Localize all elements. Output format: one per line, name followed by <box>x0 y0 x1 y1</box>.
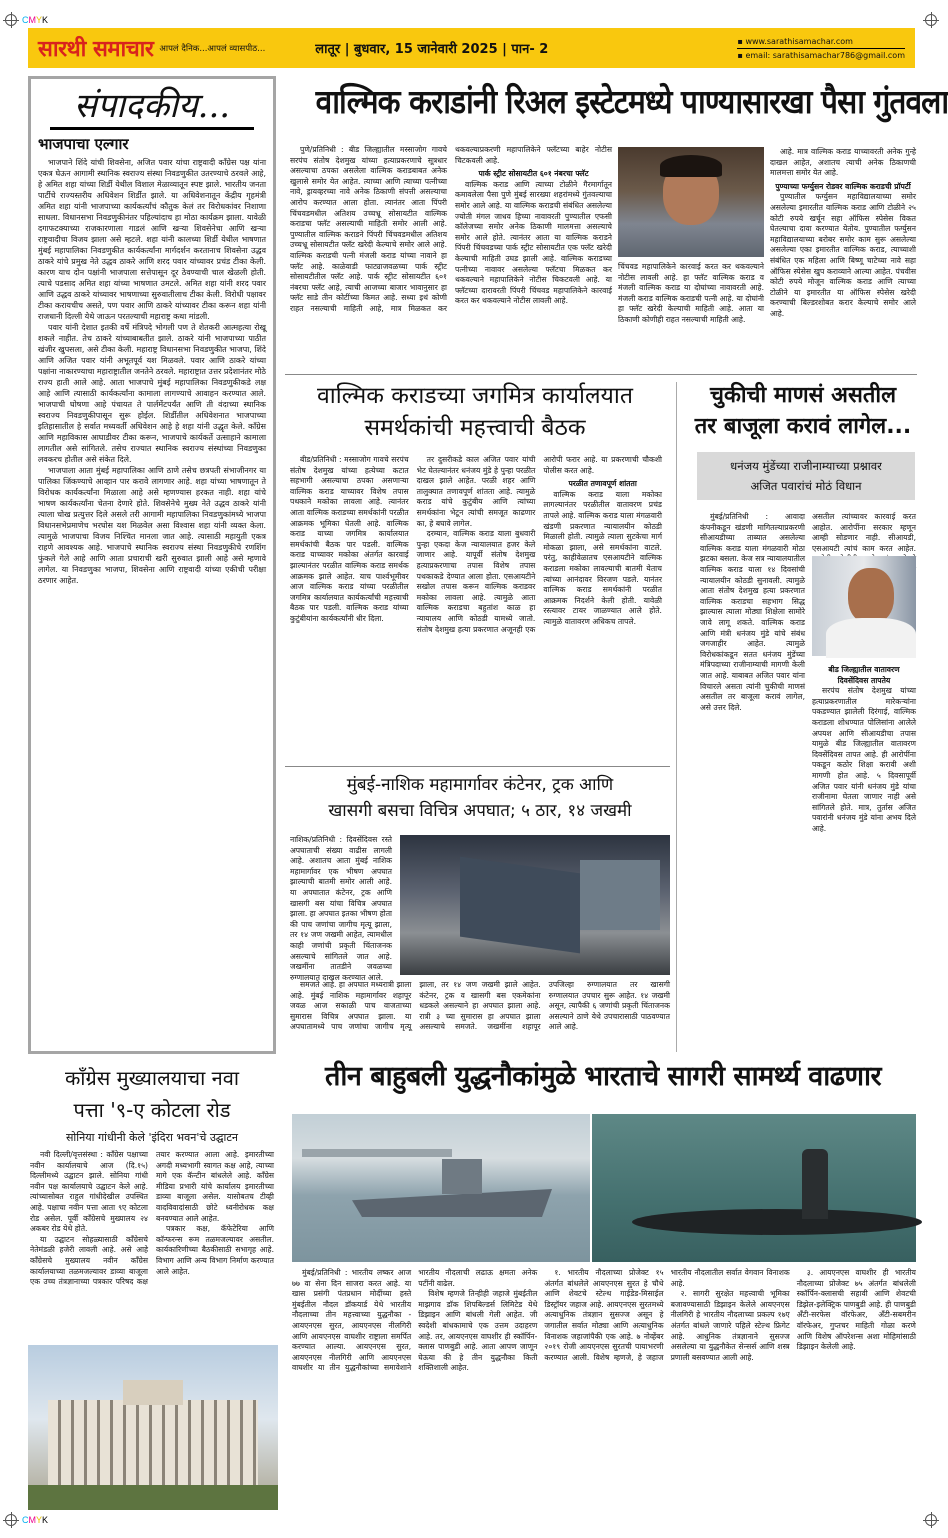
registration-mark-icon <box>925 14 937 26</box>
paragraph: पत्रकार कक्ष, कॅफेटेरिया आणि कॉन्फरन्स रूम तळमजल्यावर असतील. कार्यकारिणीच्या बैठकीसाठी सभागृह आहे. विभाग आणि अन्य विभाग निर्माण करण्यात आले आहेत. <box>156 1224 274 1276</box>
subhead: परळीत तणावपूर्ण शांतता <box>568 479 637 489</box>
paragraph: बीड/प्रतिनिधी : मस्साजोग गावचे सरपंच संतोष देशमुख यांच्या हत्येच्या कटात सहभागी असल्याचा ठपका असणाऱ्या वाल्मिक कराड याच्यावर विशेष तपास पथकाने मकोका लावला आहे. त्यानंतर आता वाल्मिक कराडच्या समर्थकांनी परळीत आक्रमक भूमिका घेतली आहे. वाल्मिक कराड याच्या जगमित्र कार्यालयात समर्थकांची बैठक पार पडली. वाल्मिक कराड याच्यावर मकोका अंतर्गत कारवाई झाल्यानंतर परळीत वाल्मिक कराड समर्थक आक्रमक झाले आहेत. याच पार्श्वभूमीवर आज वाल्मिक कराड यांच्या परळीतील जगमित्र कार्यालयात कार्यकर्त्यांची महत्त्वाची बैठक पार पडली. वाल्मिक कराड यांच्या कुटुंबीयांना कार्यकर्त्यांनी धीर दिला. <box>290 455 409 623</box>
paragraph: समजते आहे. हा अपघात मध्यरात्री झाला आहे. मुंबई नाशिक महामार्गावर शहापूर जवळ आज सकाळी पाच वाजताच्या सुमारास विचित्र अपघात झाला. या अपघातामध्ये पाच जणांचा जागीच मृत्यू झाला, तर १४ जण जखमी झाले आहेत. कंटेनर, ट्रक व खासगी बस एकमेकांना धडकले असल्याने हा अपघात झाला आहे. रात्री ३ च्या सुमारास हा अपघात झाला असल्याचे समजते. जखमींना शहापूर उपजिल्हा रुग्णालयात तर खासगी रुग्णालयात उपचार सुरू आहेत. १४ जखमी असून, त्यापैकी ६ जणांची प्रकृती चिंताजनक असल्याने ठाणे येथे उपचारासाठी पाठवण्यात आले आहे. <box>290 980 670 1032</box>
story-body <box>700 512 805 1052</box>
divider <box>285 374 917 375</box>
paragraph: पुण्यातील फर्ग्युसन महाविद्यालयाच्या समोर असलेल्या इमारतीत वाल्मिक कराड आणि टोळीने २५ कोटी रुपये खर्चून सहा ऑफिस स्पेसेस विकत घेतल्याचा दावा करण्यात येतोय. पुण्यातील फर्ग्युसन महाविद्यालयाच्या बरोबर समोर काम सुरू असलेल्या असलेल्या एका इमारतीत वाल्मिक कराड, त्याच्याशी संबंधित एक महिला आणि बिष्णू चाटेच्या नावे सहा ऑफिस स्पेसेस खुप कराव्याने आल्या आहेत. पंचवीस कोटी रुपये मोजून वाल्मिक कराड आणि त्याच्या टोळीने या इमारतीत या ऑफिस स्पेसेस खरेदी करण्याची बिल्डरशोबत करार केल्याचे समोर आले आहे. <box>770 192 916 318</box>
story-headline <box>285 380 665 450</box>
headline-line: वाल्मिक कराडच्या जगमित्र कार्यालयात <box>317 383 633 409</box>
cmyk-m: M <box>28 15 36 25</box>
paragraph: पुणे/प्रतिनिधी : बीड जिल्ह्यातील मस्साजोग गावचे सरपंच संतोष देशमुख यांच्या हत्याप्रकरणाचे सूत्रधार असल्याचा ठपका असलेला वाल्मिक कराडबाबत अनेक खुलासे समोर येत आहेत. त्याच्या आणि त्याच्या पत्नीच्या नावे, ड्रायव्हरच्या नावे अनेक ठिकाणी संपत्ती असल्याचा आरोप करण्यात आला होता. त्यानंतर आता पिंपरी चिंचवडमधील अतिशय उच्चभ्रू सोसायटीत वाल्मिक कराडचा फ्लॅट असल्याची माहिती समोर आली आहे. पुण्यातील वाल्मिक कराडने पिंपरी चिंचवडमधील अतिशय उच्चभ्रू सोसायटीत फ्लॅट खरेदी केल्याचे समोर आले आहे. वाल्मिक कराडची पत्नी मंजली कराड यांच्या नावाने हा फ्लॅट आहे. काळेवाडी फाट्याजवळच्या पार्क स्ट्रीट सोसायटीतील फ्लॅट आहे. पार्क स्ट्रीट सोसायटीत ६०१ नंबरचा फ्लॅट आहे, त्याची आजच्या बाजार भावानुसार हा फ्लॅट साडे तीन कोटींच्या किमत आहे. सध्या इथं कोणी राहत नसल्याची माहिती आहे, मात्र मिळकत कर थकवल्याप्रकरणी महापालिकेने फ्लॅटच्या बाहेर नोटीस चिटकवली आहे. <box>290 145 612 313</box>
bullet-icon: ▪ <box>737 36 746 46</box>
story-headline <box>690 380 916 446</box>
congress-hq-building-photo <box>28 1345 278 1510</box>
cmyk-y: Y <box>36 1515 43 1525</box>
headline-line: खासगी बसचा विचित्र अपघात; ५ ठार, १४ जखमी <box>328 801 632 821</box>
story-body <box>290 145 612 367</box>
cmyk-c: C <box>22 15 29 25</box>
registration-mark-icon <box>925 1514 937 1526</box>
paragraph: भाजपाने शिंदे यांची शिवसेना, अजित पवार यांचा राष्ट्रवादी काँग्रेस पक्ष यांना एकत्र घेऊन आगामी स्थानिक स्वराज्य संस्था निवडणुकीत उतरण्याचे ठरवले आहे, हे अमित शहा यांच्या शिर्डी येथील विशाल मेळाव्यातून स्पष्ट झाले. भारतीय जनता पार्टीचे राज्यस्तरीय अधिवेशन शिर्डीत झाले. या अधिवेशनातून केंद्रीय गृहमंत्री अमित शहा यांनी भाजपाच्या कार्यकर्त्यांचं कौतुक केलं तर विरोधकांवर निशाणा साधला. विधानसभा निवडणुकीनंतर पहिल्यांदाच हा मोठा कार्यक्रम झाला. यावेळी दगाफटक्याच्या राजकारणाला गाडलं आणि खऱ्या शिवसेनेचा आणि खऱ्या राष्ट्रवादीचा विजय झाला असे म्हटले. शहा यांनी कालच्या शिर्डी येथील भाषणात मुंबई महापालिका निवडणुकीत कार्यकर्त्यांना मार्गदर्शन करतानाच शिवसेना उद्धव ठाकरे यांचे प्रमुख नेते उद्धव ठाकरे आणि शरद पवार यांच्यावर प्रचंड टीका केली. कारण याच दोन पक्षांनी भाजपाला सत्तेपासून दूर ठेवण्याची चाल खेळली होती. त्याचे पडसाद अमित शहा यांच्या भाषणात उमटले. अमित शहा यांनी शरद पवार आणि उद्धव ठाकरे यांच्यावर भाषणाच्या सुरुवातीलाच टीका केली. विरोधी पक्षावर टीका करायचीच असते, पण पवार आणि ठाकरे यांच्यावर टीका करून शहा यांनी राजधानी दिल्ली येथे जाऊन परतल्याची महाराष्ट्र कथा मांडली. <box>38 158 266 321</box>
paragraph: नवी दिल्ली/वृत्तसंस्था : काँग्रेस पक्षाच्या नवीन कार्यालयाचे आज (दि.१५) दिल्लीमध्ये उद्घाटन झाले. सोनिया गांधी नवीन पक्ष कार्यालयाचे उद्घाटन केले आहे. त्यांच्यासोबत राहुल गांधीदेखील उपस्थित आहे. पक्षाचा नवीन पत्ता आता ९ए कोटला रोड असेल. पूर्वी काँग्रेसचे मुख्यालय २४ अकबर रोड येथे होते. <box>30 1150 148 1234</box>
story-lead: नाशिक/प्रतिनिधी : दिवसेंदिवस रस्ते अपघाताची संख्या वाढीस लागली आहे. अशातच आता मुंबई नाशिक महामार्गावर एक भीषण अपघात झाल्याची बातमी समोर आली आहे. या अपघातात कंटेनर, ट्रक आणि खासगी बस यांचा विचित्र अपघात झाला. हा अपघात इतका भीषण होता की पाच जणांचा जागीच मृत्यू झाला, तर १४ जण जखमी आहेत, त्यामधील काही जणांची प्रकृती चिंताजनक असल्याचे सांगितले जात आहे. जखमींना तातडीने जवळच्या रुग्णालयात दाखल करण्यात आले. <box>290 835 392 982</box>
dateline: लातूर | बुधवार, 15 जानेवारी 2025 | पान- 2 <box>315 42 549 57</box>
editorial-body <box>38 157 266 1037</box>
cmyk-k: K <box>42 1515 49 1525</box>
divider <box>285 766 670 767</box>
story-body <box>812 512 916 552</box>
editorial-section-title: संपादकीय... <box>50 85 254 130</box>
subhead: बीड जिल्ह्यातील वातावरण दिवसेंदिवस तापतेय <box>828 665 900 685</box>
paragraph: भाजपाला आता मुंबई महापालिका आणि ठाणे तसेच छत्रपती संभाजीनगर या पालिका जिंकण्याचे आव्हान पार करावे लागणार आहे. शहा यांच्या भाषणातून ते विरोधक कार्यकर्त्यांना मिळाला आहे असे म्हणण्यास हरकत नाही. शहा यांचे भाषण कार्यकर्त्यांना चेतना देणारे होते. शिवसेनेचे मुख्य नेते उद्धव ठाकरे यांनी त्याला चोख प्रत्युत्तर दिले असले तरी आगामी महापालिका निवडणुकांमध्ये भाजपा विधानसभेप्रमाणेच भरघोस यश मिळवेल असा विश्वास शहा यांनी व्यक्त केला. त्यामुळे भाजपाचा विजय निश्चित मानला जात आहे. त्यासाठी महायुती एकत्र राहणे आवश्यक आहे. भाजपाचे स्थानिक स्वराज्य संस्था निवडणुकीचे रणशिंग फुंकले गेले आहे आणि आता प्रचाराची खरी सुरुवात झाली आहे असे म्हणावे लागेल. या निवडणुका भाजपा, शिवसेना आणि राष्ट्रवादी यांच्या एकीची परीक्षा ठरणार आहेत. <box>38 466 266 585</box>
email-link[interactable]: email: sarathisamachar786@gmail.com <box>745 50 905 60</box>
paragraph: मुंबई/प्रतिनिधी : भारतीय लष्कर आज ७७ वा सेना दिन साजरा करत आहे. या खास प्रसंगी पंतप्रधान मोदींच्या हस्ते मुंबईतील नौदल डॉकयार्ड येथे भारतीय नौदलाच्या तीन महत्त्वाच्या युद्धनौका - आयएनएस सुरत, आयएनएस नीलगिरी आणि आयएनएस वाघशीर राष्ट्राला समर्पित करण्यात आल्या. आयएनएस सुरत, आयएनएस नीलगिरी आणि आयएनएस वाघशीर या तीन युद्धनौकांच्या समावेशाने भारतीय नौदलाची लढाऊ क्षमता अनेक पटींनी वाढेल. <box>292 1268 538 1373</box>
paragraph: असतील त्यांच्यावर कारवाई करत आहोत. आरोपींना सरकार म्हणून आम्ही सोडणार नाही. सीआयडी, एसआयटी त्यांचं काम करत आहेत. <box>812 512 916 553</box>
paragraph: १. भारतीय नौदलाच्या प्रोजेक्ट १५ अंतर्गत बांधलेले आयएनएस सुरत हे चौथे आणि शेवटचे स्टेल्थ गाईडेड-मिसाईल डिस्ट्रॉयर जहाज आहे. आयएनएस सुरतमध्ये अत्याधुनिक तंत्रज्ञान सुसज्ज असून हे जगातील सर्वात मोठ्या आणि अत्याधुनिक विनाशक जहाजांपैकी एक आहे. ७ नोव्हेंबर २०१९ रोजी आयएनएस सुरतची पायाभरणी करण्यात आली. विशेष म्हणजे, हे जहाज भारतीय नौदलातील सर्वात वेगवान विनाशक आहे. <box>544 1268 790 1362</box>
story-body-right <box>770 147 916 367</box>
story-subheadline: सोनिया गांधीनी केले 'इंदिरा भवन'चे उद्घाटन <box>65 1131 239 1144</box>
subheadline-line: अजित पवारांचं मोठं विधान <box>750 479 862 493</box>
contact-links <box>737 35 905 62</box>
story-subheadline-box <box>28 1130 276 1146</box>
paragraph: ३. आयएनएस वाघशीर ही भारतीय नौदलाच्या प्रोजेक्ट ७५ अंतर्गत बांधलेली स्कॉर्पिन-क्लासची सहावी आणि शेवटची डिझेल-इलेक्ट्रिक पाणबुडी आहे. ही पाणबुडी अँटी-सरफेस वॉरफेअर, अँटी-सबमरीन वॉरफेअर, गुप्तचर माहिती गोळा करणे आणि विशेष ऑपरेशन्स अशा मोहिमांसाठी डिझाइन केलेली आहे. <box>796 1268 916 1352</box>
headline-line: समर्थकांची महत्त्वाची बैठक <box>364 415 586 441</box>
story-subheadline <box>697 452 915 500</box>
editorial-column <box>28 76 276 1054</box>
story-headline: तीन बाहुबली युद्धनौकांमुळे भारताचे सागरी सामर्थ्य वाढणार <box>324 1061 882 1092</box>
paragraph: वाल्मिक कराड आणि त्याच्या टोळीने गैरमार्गातून कमावलेला पैसा पुणे मुंबई सारख्या शहरांमध्ये गुंतवल्याचा समोर आले आहे. या वाल्मिक कराडची संबंधित असलेल्या ज्योती मंगल जाधव हिच्या नावावरती पुण्यातील एफसी कॉलेजच्या समोर अनेक ठिकाणी मालमत्ता असल्याचे समोर आले होते. त्यानंतर आता या वाल्मिक कराडने पिंपरी चिंचवडच्या पार्क स्ट्रीट सोसायटीत एक फ्लॅट खरेदी केल्याची माहिती उघड झाली आहे. वाल्मिक कराडच्या पत्नीच्या नावावर असलेल्या फ्लॅटचा मिळकत कर थकवल्याने महापालिकेने नोटीस चिकटवली आहे. या फ्लॅटच्या दारावरती पिंपरी चिंचवड महापालिकेने कारवाई करत कर थकवल्याने नोटीस लावली आहे. <box>455 179 612 306</box>
paragraph: २. सागरी सुरक्षेत महत्त्वाची भूमिका बजावण्यासाठी डिझाइन केलेले आयएनएस नीलगिरी हे भारतीय नौदलाच्या प्रकल्प १७ए अंतर्गत बांधले जाणारे पहिले स्टेल्थ फ्रिगेट आहे. आधुनिक तंत्रज्ञानाने सुसज्ज असलेल्या या युद्धनौकेत सेन्सर्स आणि शस्त्र प्रणाली बसवण्यात आली आहे. <box>670 1289 790 1362</box>
divider <box>676 382 677 1052</box>
story-body <box>30 1150 274 1340</box>
submarine-photo <box>592 1114 916 1262</box>
lead-headline: वाल्मिक कराडांनी रिअल इस्टेटमध्ये पाण्यासारखा पैसा गुंतवला <box>315 82 948 121</box>
cmyk-y: Y <box>36 15 43 25</box>
headline-line: मुंबई-नाशिक महामार्गावर कंटेनर, ट्रक आणि <box>346 775 614 795</box>
subheadline-line: धनंजय मुंडेंच्या राजीनाम्याच्या प्रश्नावर <box>730 459 882 473</box>
masthead <box>28 28 915 68</box>
paragraph: सरपंच संतोष देशमुख यांच्या हत्याप्रकरणातील मारेकऱ्यांना पकडण्यात झालेली दिरंगाई, वाल्मिक कराडला शोधण्यात पोलिसांना आलेले अपयश आणि सीआयडीचा तपास यामुळे बीड जिल्ह्यातील वातावरण दिवसेंदिवस तापत आहे. ही आरोपींना पकडून कठोर शिक्षा करावी अशी मागणी होत आहे. ५ दिवसापूर्वी अजित पवार यांनी धनंजय मुंडे यांचा राजीनामा घेतला जाणार नाही असे सांगितले होते. मात्र, तुर्तास अजित पवारांनी धनंजय मुंडे यांना अभय दिले आहे. <box>812 686 916 833</box>
paragraph: विशेष म्हणजे तिन्हीही जहाजे मुंबईतील माझगाव डॉक शिपबिल्डर्स लिमिटेड येथे डिझाइन आणि बांधली गेली आहेत. जी स्वदेशी बांधकामाचे एक उत्तम उदाहरण आहे. तर, आयएनएस वाघशीर ही स्कॉर्पिन-क्लास पाणबुडी आहे. आता आपण जाणून घेऊया की हे तीन युद्धनौका किती शक्तिशाली आहेत. <box>418 1289 538 1373</box>
bullet-icon: ▪ <box>737 50 746 60</box>
paragraph: या उद्घाटन सोहळ्यासाठी काँग्रेसचे नेतेमंडळी हजेरी लावली आहे. असे आहे काँग्रेसचे मुख्यालय नवीन काँग्रेस कार्यालयाच्या तळमजल्यावर डाव्या बाजूला एक उच्च तंत्रज्ञानाच्या पत्रकार परिषद कक्ष तयार करण्यात आला आहे. इमारतीच्या अगदी मध्यभागी स्वागत कक्ष आहे, त्याच्या मागे एक कॅन्टीन बांधलेले आहे. काँग्रेस मीडिया प्रभारी यांचे कार्यालय इमारतीच्या डाव्या बाजूला असेल. यासोबतच टीव्ही वादविवादांसाठी छोटे ध्वनीरोधक कक्ष बनवण्यात आले आहेत. <box>30 1150 274 1287</box>
story-headline-box <box>288 1062 918 1110</box>
paragraph: पवार यांनी देशात इतकी वर्षे मंत्रिपदे भोगली पण ते शेतकरी आत्महत्या रोखू शकले नाहीत. तेच ठाकरे यांच्याबाबतीत झाले. ठाकरे यांनी भाजपाच्या पाठीत खंजीर खुपसला, असे टीका केली. महाराष्ट्र विधानसभा निवडणुकीत भाजपा, शिंदे आणि अजित पवार यांनी अभूतपूर्व यश मिळवले. पवार आणि ठाकरे यांच्या पक्षांना नाकारण्याचा महाराष्ट्रातील जनतेने ठरवले. महाराष्ट्रात उत्तर प्रदेशानंतर मोठे राज्य हाती आले आहे. आता भाजपाचे मुंबई महापालिका निवडणुकीकडे लक्ष आहे आणि त्यासाठी कार्यकर्त्यांना कामाला लागण्याचे आवाहन करण्यात आले. भाजपाची घोषणा आहे पंचायत ते पार्लमेंटपर्यंत आणि ती वंदाच्या स्थानिक स्वराज्य निवडणुकीपासून सुरू होईल. शिर्डीतील अधिवेशनात भाजपाच्या इतिहासातील हे सर्वात मध्यवर्ती अधिवेशन आहे हे शहा यांनी उद्धृत केले. काँग्रेस आणि महाविकास आघाडीवर टीका करून, भाजपाचे कार्यकर्ते उत्साहाने कामाला लागतील असे सांगितले. तसेच राज्यात स्थानिक स्वराज्य संस्थांच्या निवडणुका लवकरच होतील असे संकेत दिले. <box>38 323 266 464</box>
headline-line: चुकीची माणसं असतील <box>709 383 897 408</box>
story-headline <box>28 1062 276 1128</box>
story-headline <box>285 772 675 828</box>
cmyk-label <box>22 15 48 25</box>
headline-line: पत्ता '९-ए कोटला रोड <box>73 1098 231 1122</box>
accident-photo <box>400 835 670 975</box>
registration-mark-icon <box>5 1514 17 1526</box>
story-body <box>290 455 662 763</box>
subhead: पुण्याच्या फर्ग्युसन रोडवर वाल्मिक कराडची प्रॉपर्टी <box>775 181 911 191</box>
subhead: पार्क स्ट्रीट सोसायटीत ६०१ नंबरचा फ्लॅट <box>478 169 589 179</box>
paragraph: आहे. मात्र वाल्मिक कराड याच्यावरती अनेक गुन्हे दाखल आहेत, अशातच त्याची अनेक ठिकाणची मालमत्ता समोर येत आहे. <box>770 147 916 178</box>
cmyk-label <box>22 1515 48 1525</box>
photo-caption: चिंचवड महापालिकेने कारवाई करत कर थकवल्याने नोटीस लावली आहे. हा फ्लॅट वाल्मिक कराड व मंजली वाल्मिक कराड या दोघांच्या नावावरती आहे. मंजली कराड वाल्मिक कराडची पत्नी आहे. या दोघांनी हा फ्लॅट खरेदी केल्याची माहिती आहे. आता या ठिकाणी कोणीही राहत नसल्याची माहिती आहे. <box>618 262 764 324</box>
paragraph: तर दुसरीकडे काल अजित पवार यांची भेट घेतल्यानंतर धनंजय मुंडे हे पुन्हा परळीत दाखल झाले आहेत. परळी शहर आणि तालुक्यात तणावपूर्ण शांतता आहे. त्यामुळे कराड यांचे कुटुंबीय आणि त्यांच्या समर्थकांना भेटून त्यांची समजूत काढणार का, हे बघावे लागेल. <box>416 455 536 528</box>
paragraph: मुंबई/प्रतिनिधी : आवादा कंपनीकडून खंडणी मागितल्याप्रकरणी सीआयडीच्या ताब्यात असलेल्या वाल्मिक कराड याला मंगळवारी मोठा झटका बसला. केज सत्र न्यायालयातील वाल्मिक कराड याला १४ दिवसांची न्यायालयीन कोठडी सुनावली. त्यामुळे आता संतोष देशमुख हत्या प्रकरणात वाल्मिक कराडचा सहभाग सिद्ध झाल्यास त्याला मोठ्या शिक्षेला सामोरे जावे लागू शकते. वाल्मिक कराड आणि मंत्री धनंजय मुंडे यांचे संबंध जगजाहीर आहेत. त्यामुळे विरोधकांकडून सतत धनंजय मुंडेंच्या मंत्रिपदाच्या राजीनाम्याची मागणी केली जात आहे. याबाबत अजित पवार यांना विचारले असता त्यांनी चुकीची माणसं असतील तर बाजूला करावं लागेल, असे उत्तर दिले. <box>700 512 805 712</box>
story-body <box>292 1268 916 1512</box>
story-body <box>290 980 670 1052</box>
website-link[interactable]: www.sarathisamachar.com <box>745 36 853 46</box>
warship-photo <box>292 1114 590 1262</box>
headline-line: तर बाजूला करावं लागेल... <box>694 414 912 439</box>
paragraph: वाल्मिक कराड याला मकोका लागल्यानंतर परळीतील वातावरण प्रचंड तापले आहे. वाल्मिक कराड याला मंगळवारी खंडणी प्रकरणात न्यायालयीन कोठडी मिळाली होती. त्यामुळे त्याला सुटकेचा मार्ग मोकळा झाला, असे समर्थकांना वाटले. परंतु, काहीवेळातच एसआयटीने वाल्मिक कराडला मकोका लावल्याची बातमी येताच त्यांच्या आनंदावर विरजण पडले. यानंतर वाल्मिक कराड समर्थकांनी परळीत आक्रमक निदर्शने केली होती. यावेळी रस्त्यावर टायर जाळण्यात आले होते. त्यामुळे वातावरण अधिकच तापले. <box>543 489 662 626</box>
brand-logo: सारथी समाचार <box>38 37 154 62</box>
registration-mark-icon <box>5 14 17 26</box>
ajit-pawar-photo <box>812 556 916 656</box>
paragraph: दरम्यान, वाल्मिक कराड याला बुधवारी पुन्हा एकदा केज न्यायालयात हजर केले जाणार आहे. यापूर्वी संतोष देशमुख हत्याप्रकरणाचा तपास विशेष तपास पथकाकडे देण्यात आला होता. एसआयटीने सखोल तपास करून वाल्मिक कराडवर मकोका लावला आहे. त्यामुळे आता वाल्मिक कराडचा बहुतांश काळ हा न्यायालय आणि कोठडी यामध्ये जातो. संतोष देशमुख हत्या प्रकरणात अजूनही एक आरोपी फरार आहे. या प्रकरणाची चौकशी पोलीस करत आहे. <box>416 455 662 634</box>
cmyk-c: C <box>22 1515 29 1525</box>
lead-headline-box <box>285 82 948 140</box>
editorial-headline: भाजपाचा एल्गार <box>38 135 129 153</box>
story-body <box>812 662 916 1052</box>
walmik-karad-photo <box>618 147 764 257</box>
cmyk-m: M <box>28 1515 36 1525</box>
headline-line: काँग्रेस मुख्यालयाचा नवा <box>64 1066 240 1090</box>
cmyk-k: K <box>42 15 49 25</box>
tagline: आपलं दैनिक...आपलं व्यासपीठ... <box>159 43 266 54</box>
